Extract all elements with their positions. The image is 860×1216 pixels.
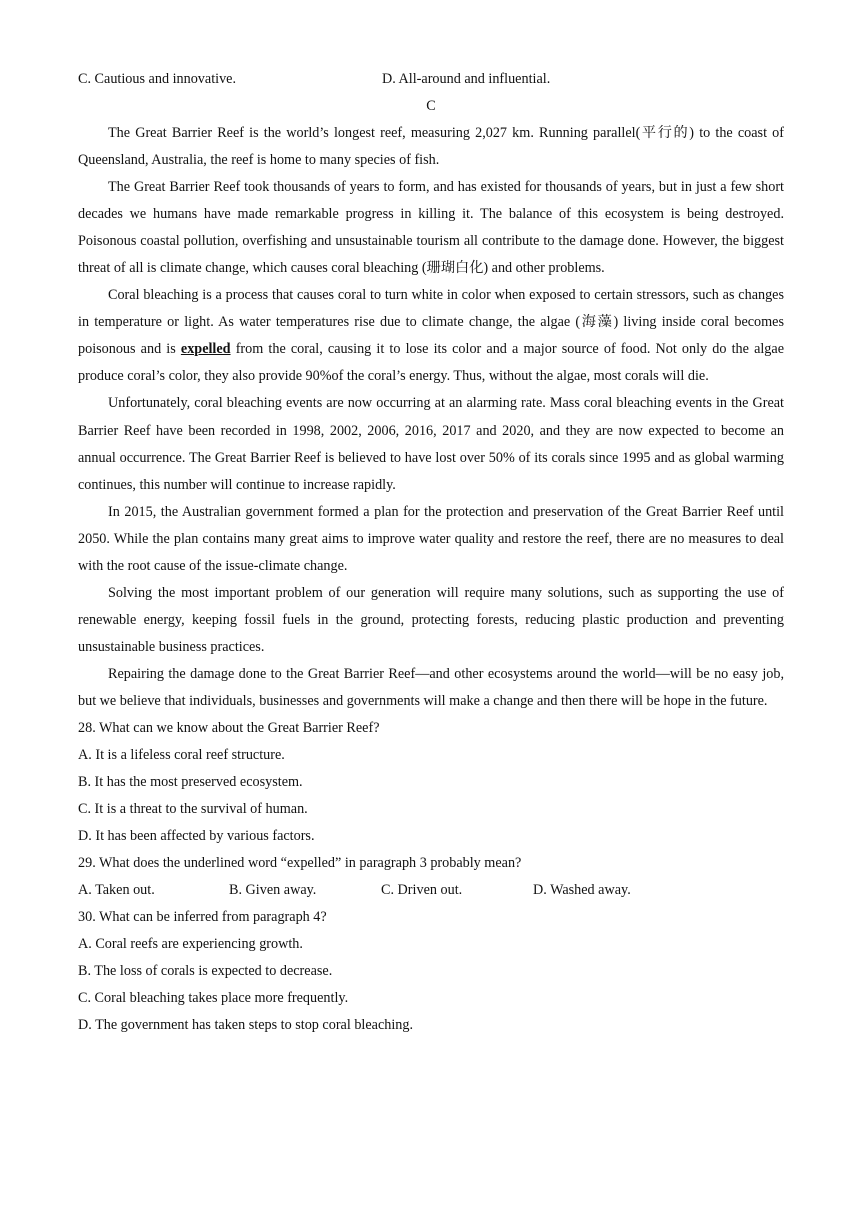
underlined-word: expelled: [180, 341, 231, 358]
option-d: D. The government has taken steps to stop coral bleaching.: [78, 1017, 414, 1034]
option-a: A. It is a lifeless coral reef structure.: [78, 747, 285, 764]
options-row: [78, 877, 784, 904]
option-b: B. Given away.: [229, 882, 317, 899]
question-29: [78, 850, 784, 904]
paragraph-6: Solving the most important problem of our generation will require many solutions, such as supporting the use of renewable energy, keeping fossil fuels in the ground, protecting forests, reducing plastic production and preventing unsustainable business practices.: [78, 584, 784, 655]
option-c: C. Driven out.: [381, 882, 463, 899]
paragraph-1: The Great Barrier Reef is the world’s longest reef, measuring 2,027 km. Running parallel(平行的) to the coast of Queensland, Australia, the reef is home to many species of fish.: [78, 125, 784, 169]
question-stem: 30. What can be inferred from paragraph 4?: [78, 909, 327, 926]
section-heading: C: [426, 98, 436, 114]
previous-question-options: [78, 66, 784, 93]
option-a: A. Taken out.: [78, 882, 155, 899]
paragraph-3-text-a: Coral bleaching is a process that causes coral to turn white in color when exposed to certain stressors, such as changes in temperature or light. As water temperatures rise due to climate change, the algae (海藻) living inside coral becomes poisonous and is: [78, 287, 784, 358]
option-d: D. Washed away.: [533, 882, 631, 899]
paragraph-7: Repairing the damage done to the Great Barrier Reef—and other ecosystems around the world—will be no easy job, but we believe that individuals, businesses and governments will make a change and then there will be hope in the future.: [78, 665, 784, 709]
option-c: C. It is a threat to the survival of human.: [78, 801, 308, 818]
question-28: [78, 715, 784, 850]
paragraph-3: [78, 282, 784, 390]
option-c: C. Coral bleaching takes place more frequently.: [78, 990, 349, 1007]
paragraph-3-text-b: from the coral, causing it to lose its color and a major source of food. Not only do the algae produce coral’s color, they also provide 90%of the coral’s energy. Thus, without the algae, most corals will die.: [78, 341, 784, 385]
option-d: D. It has been affected by various factors.: [78, 828, 315, 845]
question-30: [78, 904, 784, 1039]
paragraph-5: In 2015, the Australian government formed a plan for the protection and preservation of the Great Barrier Reef until 2050. While the plan contains many great aims to improve water quality and restore the reef, there are no measures to deal with the root cause of the issue-climate change.: [78, 503, 784, 574]
paragraph-2: The Great Barrier Reef took thousands of years to form, and has existed for thousands of years, but in just a few short decades we humans have made remarkable progress in killing it. The balance of this ecosystem is being destroyed. Poisonous coastal pollution, overfishing and unsustainable tourism all contribute to the damage done. However, the biggest threat of all is climate change, which causes coral bleaching (珊瑚白化) and other problems.: [78, 179, 784, 277]
option-c: C. Cautious and innovative.: [78, 71, 237, 87]
option-a: A. Coral reefs are experiencing growth.: [78, 936, 303, 953]
document-page: [78, 66, 784, 1039]
question-stem: 28. What can we know about the Great Barrier Reef?: [78, 720, 380, 737]
option-b: B. It has the most preserved ecosystem.: [78, 774, 303, 791]
question-stem: 29. What does the underlined word “expelled” in paragraph 3 probably mean?: [78, 855, 522, 872]
option-d: D. All-around and influential.: [382, 71, 551, 87]
option-b: B. The loss of corals is expected to decrease.: [78, 963, 333, 980]
paragraph-4: Unfortunately, coral bleaching events are now occurring at an alarming rate. Mass coral bleaching events in the Great Barrier Reef have been recorded in 1998, 2002, 2006, 2016, 2017 and 2020, and they are now expected to become an annual occurrence. The Great Barrier Reef is believed to have lost over 50% of its corals since 1995 and as global warming continues, this number will continue to increase rapidly.: [78, 395, 784, 493]
